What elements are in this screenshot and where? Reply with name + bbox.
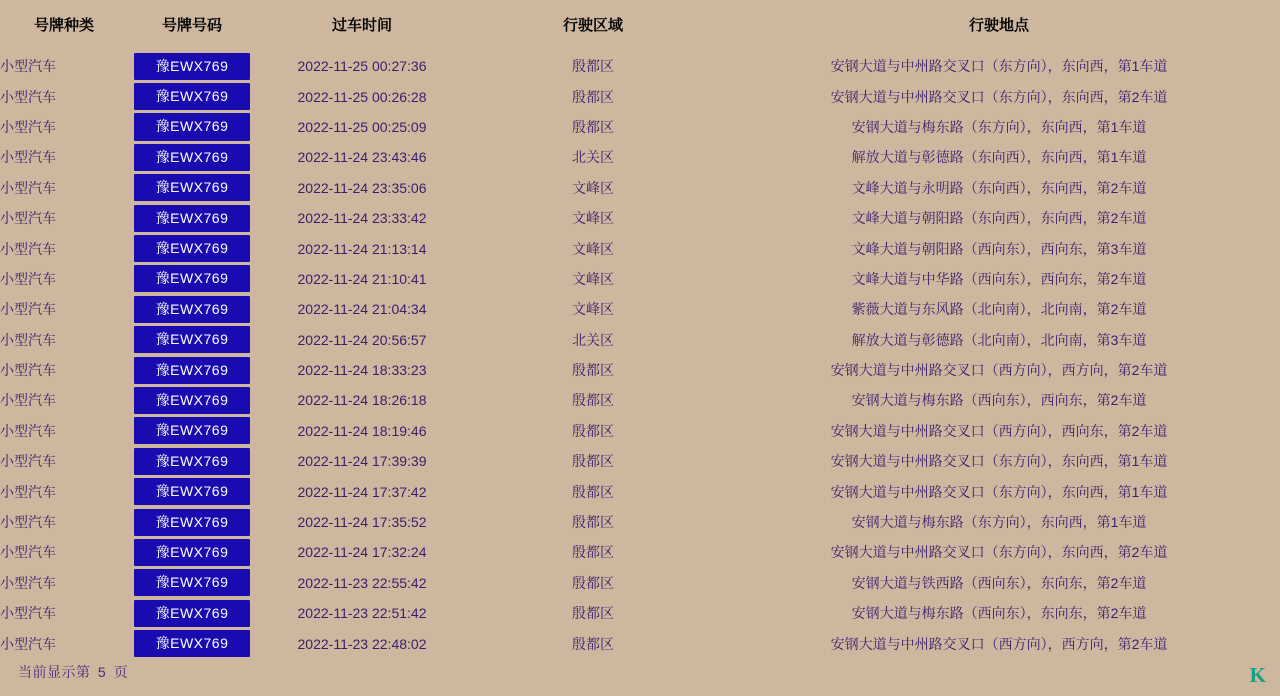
plate-badge: 豫EWX769	[134, 357, 250, 384]
plate-badge: 豫EWX769	[134, 387, 250, 414]
cell-plate-type: 小型汽车	[0, 605, 56, 622]
cell-location: 安钢大道与中州路交叉口（东方向），东向西，第1车道	[830, 453, 1168, 470]
table-row[interactable]	[0, 264, 1280, 294]
cell-location: 安钢大道与中州路交叉口（东方向），东向西，第2车道	[830, 544, 1168, 561]
plate-badge: 豫EWX769	[134, 509, 250, 536]
cell-plate-type: 小型汽车	[0, 635, 56, 652]
table-row[interactable]	[0, 355, 1280, 385]
table-row[interactable]	[0, 628, 1280, 658]
cell-pass-time: 2022-11-24 21:04:34	[297, 301, 427, 318]
plate-badge: 豫EWX769	[134, 417, 250, 444]
table-row[interactable]	[0, 142, 1280, 172]
cell-plate-number	[128, 568, 256, 598]
pagination-status	[18, 662, 128, 682]
cell-area: 殷都区	[572, 544, 614, 561]
cell-plate-type: 小型汽车	[0, 544, 56, 561]
cell-plate-number	[128, 142, 256, 172]
table-row[interactable]	[0, 385, 1280, 415]
cell-location: 安钢大道与中州路交叉口（西方向），西向东，第2车道	[830, 422, 1168, 439]
cell-plate-number	[128, 81, 256, 111]
plate-badge: 豫EWX769	[134, 569, 250, 596]
cell-area: 文峰区	[572, 210, 614, 227]
cell-pass-time: 2022-11-24 17:32:24	[297, 544, 427, 561]
pagination-suffix: 页	[113, 664, 129, 680]
cell-plate-number	[128, 598, 256, 628]
cell-area: 文峰区	[572, 240, 614, 257]
cell-plate-number	[128, 264, 256, 294]
cell-pass-time: 2022-11-23 22:55:42	[297, 574, 427, 591]
cell-pass-time: 2022-11-24 23:35:06	[297, 179, 427, 196]
cell-plate-type: 小型汽车	[0, 58, 56, 75]
table-row[interactable]	[0, 476, 1280, 506]
cell-area: 殷都区	[572, 58, 614, 75]
plate-badge: 豫EWX769	[134, 113, 250, 140]
cell-area: 殷都区	[572, 392, 614, 409]
table-row[interactable]	[0, 233, 1280, 263]
table-row[interactable]	[0, 173, 1280, 203]
table-header	[0, 0, 1280, 51]
cell-plate-type: 小型汽车	[0, 514, 56, 531]
plate-badge: 豫EWX769	[134, 478, 250, 505]
table-row[interactable]	[0, 294, 1280, 324]
cell-area: 殷都区	[572, 88, 614, 105]
cell-plate-number	[128, 51, 256, 81]
plate-badge: 豫EWX769	[134, 53, 250, 80]
cell-area: 殷都区	[572, 514, 614, 531]
cell-plate-type: 小型汽车	[0, 362, 56, 379]
table-row[interactable]	[0, 568, 1280, 598]
cell-location: 文峰大道与朝阳路（西向东），西向东，第3车道	[851, 240, 1147, 257]
column-header-area: 行驶区域	[562, 17, 623, 34]
cell-area: 北关区	[572, 331, 614, 348]
cell-plate-type: 小型汽车	[0, 179, 56, 196]
table-row[interactable]	[0, 81, 1280, 111]
cell-plate-number	[128, 233, 256, 263]
cell-pass-time: 2022-11-23 22:48:02	[297, 635, 427, 652]
cell-plate-type: 小型汽车	[0, 210, 56, 227]
cell-plate-number	[128, 628, 256, 658]
cell-location: 文峰大道与中华路（西向东），西向东，第2车道	[851, 270, 1147, 287]
cell-plate-type: 小型汽车	[0, 270, 56, 287]
cell-location: 安钢大道与中州路交叉口（西方向），西方向，第2车道	[830, 362, 1168, 379]
cell-plate-number	[128, 325, 256, 355]
table-row[interactable]	[0, 203, 1280, 233]
cell-location: 安钢大道与中州路交叉口（东方向），东向西，第1车道	[830, 483, 1168, 500]
cell-pass-time: 2022-11-24 20:56:57	[297, 331, 427, 348]
table-row[interactable]	[0, 112, 1280, 142]
plate-badge: 豫EWX769	[134, 144, 250, 171]
cell-plate-number	[128, 294, 256, 324]
cell-area: 殷都区	[572, 422, 614, 439]
plate-badge: 豫EWX769	[134, 630, 250, 657]
cell-area: 殷都区	[572, 574, 614, 591]
cell-area: 殷都区	[572, 605, 614, 622]
cell-area: 文峰区	[572, 301, 614, 318]
cell-location: 安钢大道与梅东路（东方向），东向西，第1车道	[851, 514, 1147, 531]
cell-plate-type: 小型汽车	[0, 574, 56, 591]
cell-pass-time: 2022-11-25 00:25:09	[297, 118, 427, 135]
cell-location: 解放大道与彰德路（北向南），北向南，第3车道	[851, 331, 1147, 348]
cell-pass-time: 2022-11-24 18:19:46	[297, 422, 427, 439]
cell-plate-type: 小型汽车	[0, 118, 56, 135]
cell-pass-time: 2022-11-24 21:10:41	[297, 270, 427, 287]
plate-badge: 豫EWX769	[134, 235, 250, 262]
cell-plate-number	[128, 203, 256, 233]
cell-pass-time: 2022-11-24 18:26:18	[297, 392, 427, 409]
plate-badge: 豫EWX769	[134, 539, 250, 566]
cell-pass-time: 2022-11-24 21:13:14	[297, 240, 427, 257]
cell-location: 安钢大道与梅东路（东方向），东向西，第1车道	[851, 118, 1147, 135]
current-page-number: 5	[97, 664, 107, 680]
table-row[interactable]	[0, 446, 1280, 476]
cell-plate-type: 小型汽车	[0, 331, 56, 348]
cell-location: 安钢大道与铁西路（西向东），东向东，第2车道	[851, 574, 1147, 591]
cell-location: 解放大道与彰德路（东向西），东向西，第1车道	[851, 149, 1147, 166]
cell-pass-time: 2022-11-23 22:51:42	[297, 605, 427, 622]
cell-plate-number	[128, 476, 256, 506]
cell-plate-number	[128, 355, 256, 385]
cell-location: 安钢大道与中州路交叉口（东方向），东向西，第1车道	[830, 58, 1168, 75]
cell-plate-type: 小型汽车	[0, 301, 56, 318]
cell-pass-time: 2022-11-24 17:37:42	[297, 483, 427, 500]
cell-area: 殷都区	[572, 118, 614, 135]
plate-badge: 豫EWX769	[134, 83, 250, 110]
table-body	[0, 51, 1280, 659]
plate-badge: 豫EWX769	[134, 326, 250, 353]
pagination-prefix: 当前显示第	[18, 664, 91, 680]
cell-plate-type: 小型汽车	[0, 149, 56, 166]
table-row[interactable]	[0, 537, 1280, 567]
cell-plate-number	[128, 537, 256, 567]
table-row[interactable]	[0, 507, 1280, 537]
cell-plate-number	[128, 507, 256, 537]
cell-location: 安钢大道与中州路交叉口（东方向），东向西，第2车道	[830, 88, 1168, 105]
column-header-location: 行驶地点	[968, 17, 1029, 34]
cell-area: 殷都区	[572, 362, 614, 379]
table-row[interactable]	[0, 325, 1280, 355]
cell-plate-number	[128, 385, 256, 415]
cell-plate-type: 小型汽车	[0, 240, 56, 257]
cell-plate-type: 小型汽车	[0, 453, 56, 470]
cell-area: 殷都区	[572, 453, 614, 470]
cell-plate-number	[128, 173, 256, 203]
column-header-plate-number: 号牌号码	[161, 17, 222, 34]
table-row[interactable]	[0, 416, 1280, 446]
cell-area: 殷都区	[572, 483, 614, 500]
cell-plate-type: 小型汽车	[0, 88, 56, 105]
cell-location: 文峰大道与永明路（东向西），东向西，第2车道	[851, 179, 1147, 196]
column-header-plate-type: 号牌种类	[33, 17, 94, 34]
plate-badge: 豫EWX769	[134, 174, 250, 201]
cell-plate-number	[128, 112, 256, 142]
cell-pass-time: 2022-11-24 18:33:23	[297, 362, 427, 379]
cell-plate-number	[128, 416, 256, 446]
plate-badge: 豫EWX769	[134, 448, 250, 475]
plate-badge: 豫EWX769	[134, 296, 250, 323]
cell-location: 文峰大道与朝阳路（东向西），东向西，第2车道	[851, 210, 1147, 227]
cell-pass-time: 2022-11-24 23:43:46	[297, 149, 427, 166]
cell-area: 文峰区	[572, 270, 614, 287]
cell-location: 安钢大道与梅东路（西向东），西向东，第2车道	[851, 392, 1147, 409]
cell-plate-number	[128, 446, 256, 476]
table-row[interactable]	[0, 51, 1280, 81]
plate-badge: 豫EWX769	[134, 205, 250, 232]
cell-pass-time: 2022-11-24 17:35:52	[297, 514, 427, 531]
cell-pass-time: 2022-11-25 00:27:36	[297, 58, 427, 75]
watermark-logo: K	[1249, 663, 1266, 687]
cell-pass-time: 2022-11-25 00:26:28	[297, 88, 427, 105]
cell-plate-type: 小型汽车	[0, 422, 56, 439]
cell-plate-type: 小型汽车	[0, 483, 56, 500]
cell-plate-type: 小型汽车	[0, 392, 56, 409]
cell-area: 文峰区	[572, 179, 614, 196]
table-row[interactable]	[0, 598, 1280, 628]
cell-pass-time: 2022-11-24 23:33:42	[297, 210, 427, 227]
cell-area: 殷都区	[572, 635, 614, 652]
plate-badge: 豫EWX769	[134, 600, 250, 627]
cell-location: 紫薇大道与东风路（北向南），北向南，第2车道	[851, 301, 1147, 318]
plate-badge: 豫EWX769	[134, 265, 250, 292]
cell-pass-time: 2022-11-24 17:39:39	[297, 453, 427, 470]
cell-location: 安钢大道与中州路交叉口（西方向），西方向，第2车道	[830, 635, 1168, 652]
cell-area: 北关区	[572, 149, 614, 166]
table-header-row	[0, 0, 1280, 51]
column-header-pass-time: 过车时间	[331, 17, 392, 34]
cell-location: 安钢大道与梅东路（西向东），东向东，第2车道	[851, 605, 1147, 622]
